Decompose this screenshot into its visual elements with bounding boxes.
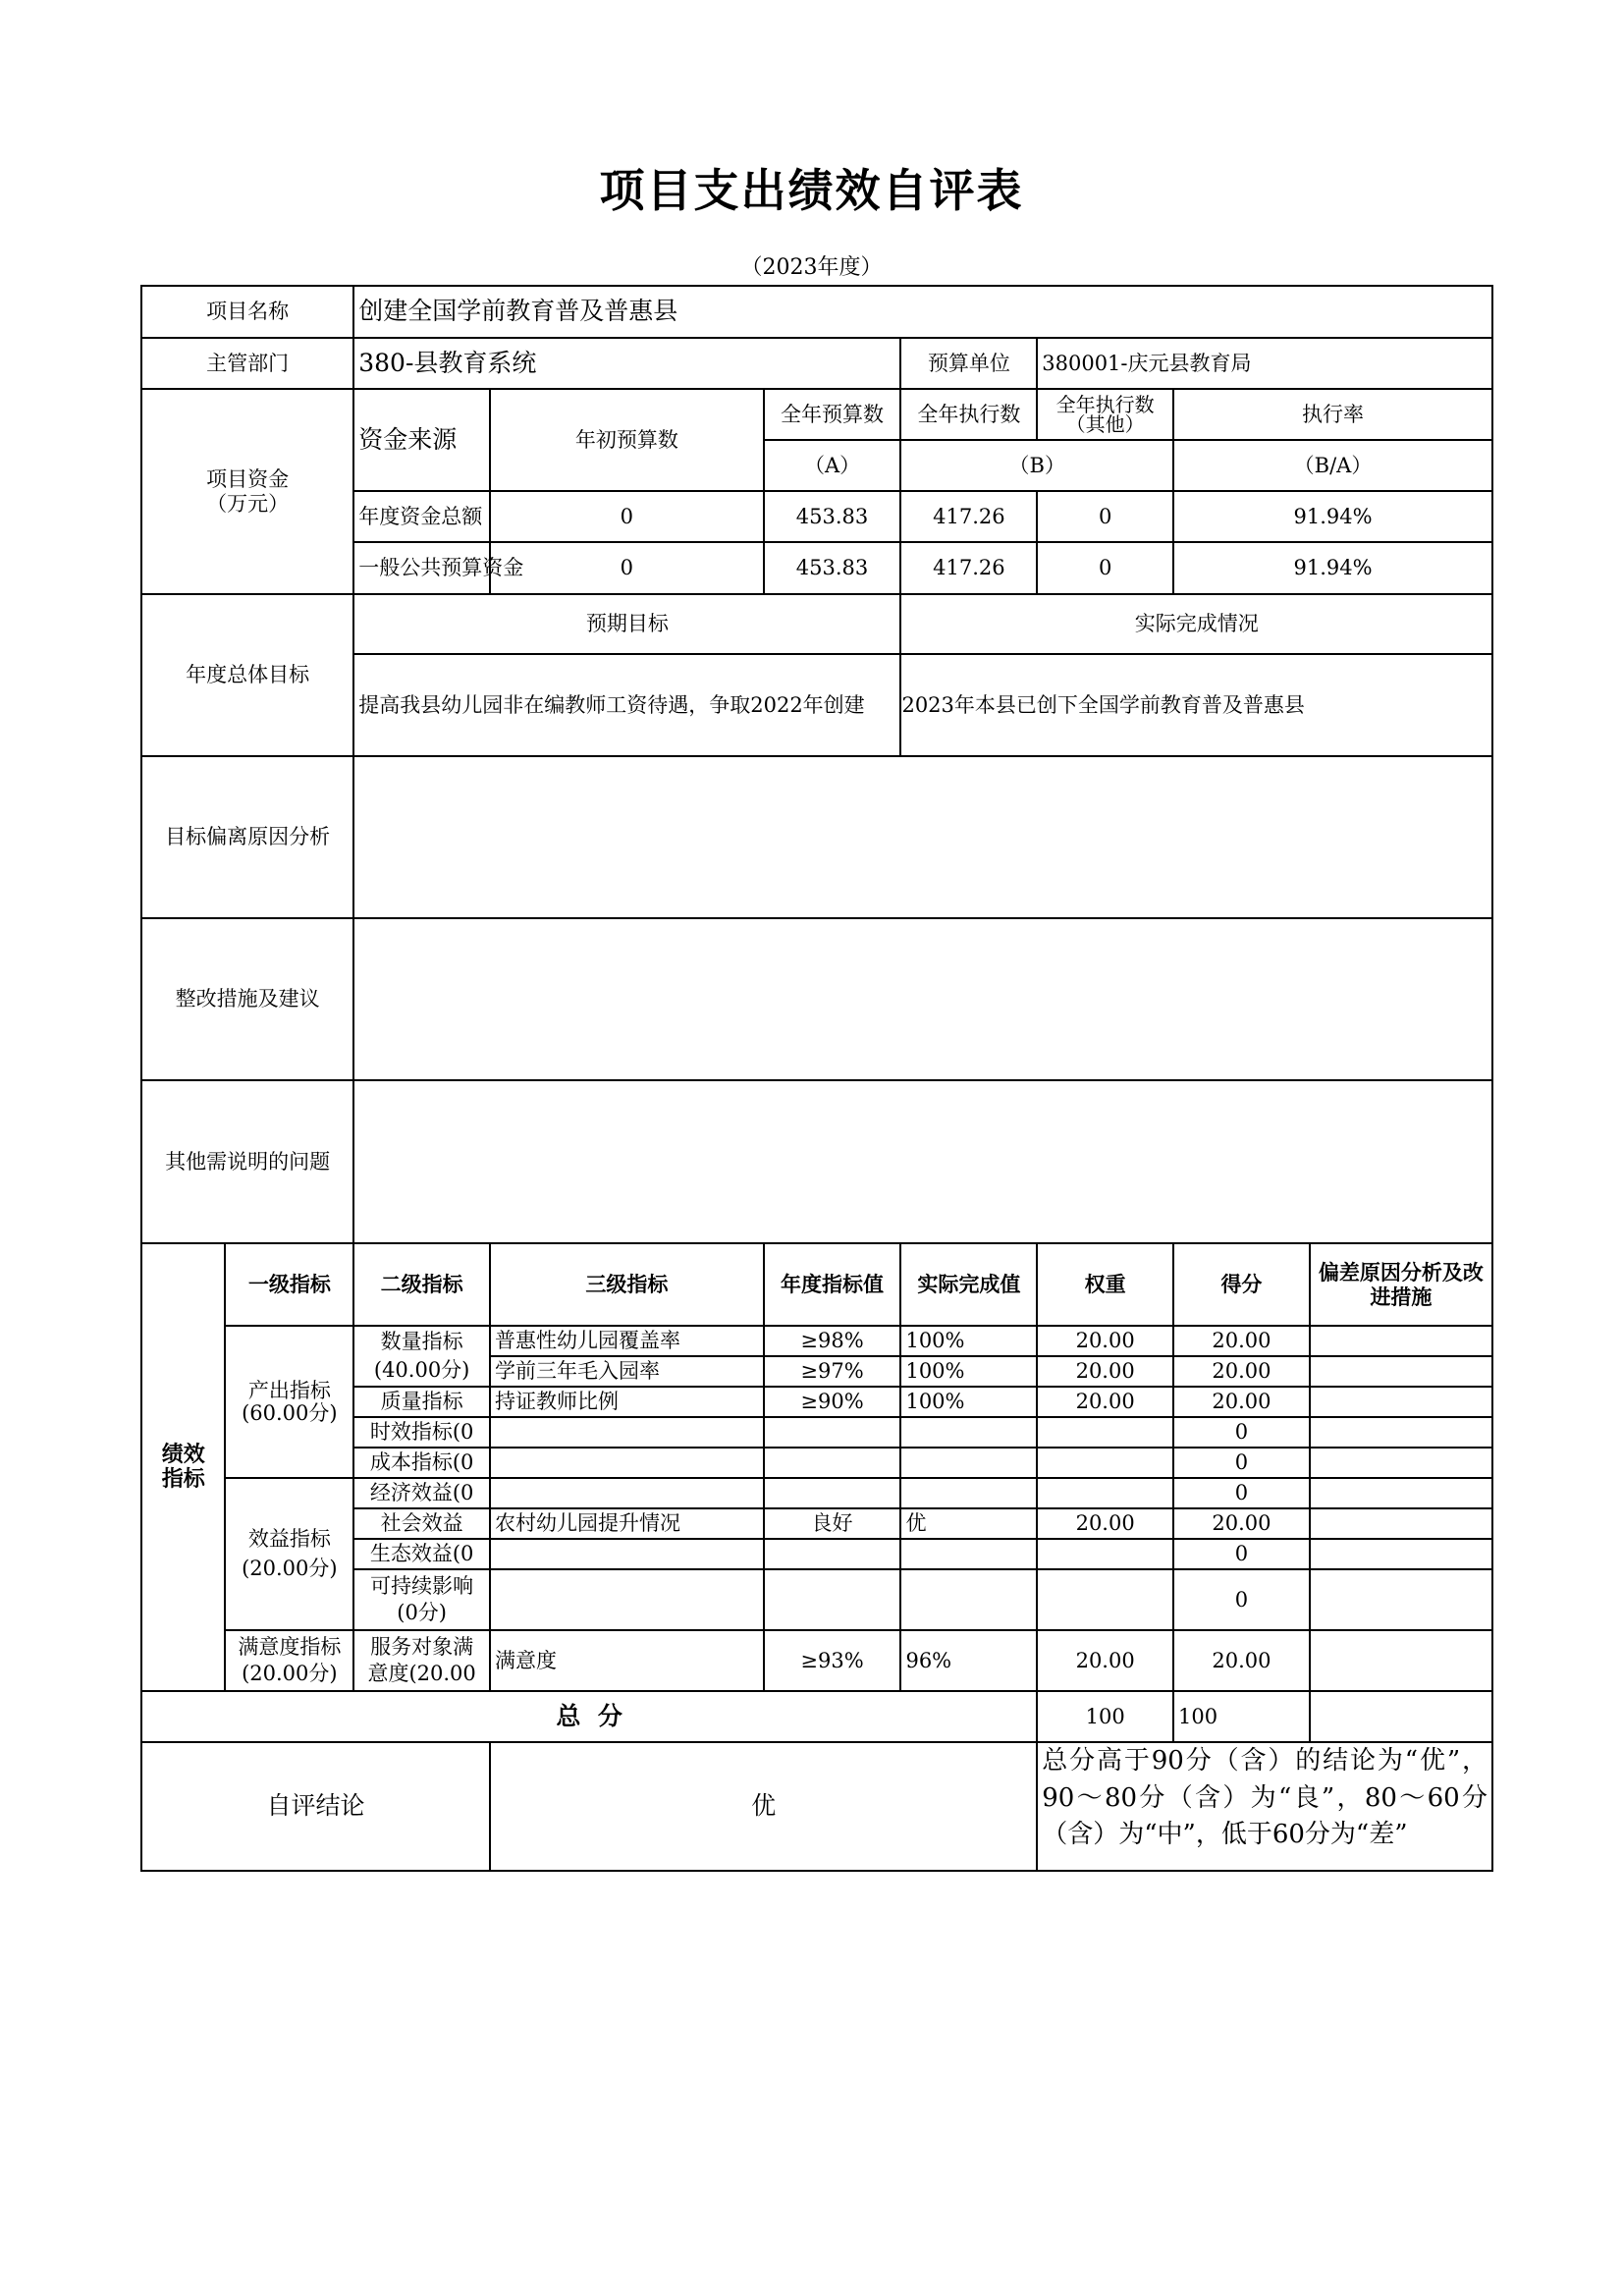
perf-weight: 20.00: [1037, 1387, 1173, 1417]
col-b-label: （B）: [900, 440, 1173, 491]
fund-row-other: 0: [1037, 491, 1173, 542]
perf-l3: 持证教师比例: [490, 1387, 764, 1417]
perf-score: 20.00: [1173, 1508, 1310, 1539]
perf-target: ≥90%: [764, 1387, 901, 1417]
perf-weight: 20.00: [1037, 1630, 1173, 1691]
perf-actual: 100%: [900, 1387, 1037, 1417]
perf-l3: [490, 1417, 764, 1448]
perf-l2: 时效指标(0: [353, 1417, 490, 1448]
exec-rate-header: 执行率: [1173, 389, 1492, 440]
fund-row-other: 0: [1037, 542, 1173, 594]
perf-actual: 优: [900, 1508, 1037, 1539]
perf-deviation: [1310, 1356, 1492, 1387]
fund-row-initial: 0: [490, 491, 764, 542]
funds-label: 项目资金 （万元）: [141, 389, 353, 594]
perf-deviation: [1310, 1630, 1492, 1691]
perf-l3: 农村幼儿园提升情况: [490, 1508, 764, 1539]
perf-score: 0: [1173, 1448, 1310, 1478]
actual-completion-value: 2023年本县已创下全国学前教育普及普惠县: [900, 654, 1492, 756]
col-ba-label: （B/A）: [1173, 440, 1492, 491]
perf-deviation: [1310, 1448, 1492, 1478]
perf-header: 权重: [1037, 1243, 1173, 1326]
dept-value: 380-县教育系统: [353, 338, 900, 389]
perf-score: 0: [1173, 1539, 1310, 1569]
perf-l2: 成本指标(0: [353, 1448, 490, 1478]
fund-source-header: 资金来源: [353, 389, 490, 491]
total-score: 100: [1173, 1691, 1310, 1742]
fund-row-rate: 91.94%: [1173, 542, 1492, 594]
perf-actual: 96%: [900, 1630, 1037, 1691]
perf-l3: [490, 1569, 764, 1630]
fund-row-rate: 91.94%: [1173, 491, 1492, 542]
initial-budget-header: 年初预算数: [490, 389, 764, 491]
perf-weight: [1037, 1539, 1173, 1569]
perf-target: ≥97%: [764, 1356, 901, 1387]
perf-header: 实际完成值: [900, 1243, 1037, 1326]
perf-actual: [900, 1448, 1037, 1478]
perf-target: [764, 1478, 901, 1508]
perf-header: 二级指标: [353, 1243, 490, 1326]
fund-row-name: 一般公共预算资金: [353, 542, 490, 594]
perf-score: 20.00: [1173, 1356, 1310, 1387]
perf-actual: 100%: [900, 1356, 1037, 1387]
satisfaction-indicator-label: 满意度指标 (20.00分): [225, 1630, 353, 1691]
perf-l3: 普惠性幼儿园覆盖率: [490, 1326, 764, 1356]
perf-weight: [1037, 1448, 1173, 1478]
perf-l3: 满意度: [490, 1630, 764, 1691]
rectify-value: [353, 918, 1492, 1080]
total-label: 总 分: [141, 1691, 1037, 1742]
perf-label: 绩效指标: [141, 1243, 225, 1691]
actual-completion-header: 实际完成情况: [900, 594, 1492, 654]
fund-row-annual: 453.83: [764, 542, 901, 594]
perf-l2: 社会效益: [353, 1508, 490, 1539]
perf-score: 20.00: [1173, 1630, 1310, 1691]
perf-l3: 学前三年毛入园率: [490, 1356, 764, 1387]
perf-l2: 经济效益(0: [353, 1478, 490, 1508]
other-issues-value: [353, 1080, 1492, 1243]
fund-row-name: 年度资金总额: [353, 491, 490, 542]
perf-actual: [900, 1478, 1037, 1508]
perf-header: 得分: [1173, 1243, 1310, 1326]
perf-l2: 可持续影响 (0分): [353, 1569, 490, 1630]
perf-header: 偏差原因分析及改进措施: [1310, 1243, 1492, 1326]
perf-weight: [1037, 1417, 1173, 1448]
perf-l3: [490, 1478, 764, 1508]
expected-goal-value: 提高我县幼儿园非在编教师工资待遇，争取2022年创建: [353, 654, 900, 756]
perf-target: [764, 1448, 901, 1478]
perf-score: 20.00: [1173, 1387, 1310, 1417]
fund-row-annual: 453.83: [764, 491, 901, 542]
perf-target: ≥93%: [764, 1630, 901, 1691]
perf-deviation: [1310, 1508, 1492, 1539]
conclusion-label: 自评结论: [141, 1742, 490, 1871]
perf-deviation: [1310, 1387, 1492, 1417]
perf-weight: 20.00: [1037, 1326, 1173, 1356]
perf-actual: 100%: [900, 1326, 1037, 1356]
other-issues-label: 其他需说明的问题: [141, 1080, 353, 1243]
annual-exec-header: 全年执行数: [900, 389, 1037, 440]
conclusion-note: 总分高于90分（含）的结论为“优”，90～80分（含）为“良”，80～60分（含）为“中”，低于60分为“差”: [1037, 1742, 1492, 1871]
rectify-label: 整改措施及建议: [141, 918, 353, 1080]
benefit-indicator-label: 效益指标 (20.00分): [225, 1478, 353, 1630]
deviation-label: 目标偏离原因分析: [141, 756, 353, 918]
perf-l3: [490, 1539, 764, 1569]
report-year: （2023年度）: [740, 255, 883, 280]
dept-label: 主管部门: [141, 338, 353, 389]
perf-deviation: [1310, 1478, 1492, 1508]
evaluation-table: [140, 285, 1493, 1872]
perf-actual: [900, 1539, 1037, 1569]
page-title: 项目支出绩效自评表: [599, 164, 1024, 217]
perf-header: 一级指标: [225, 1243, 353, 1326]
perf-header: 年度指标值: [764, 1243, 901, 1326]
perf-deviation: [1310, 1417, 1492, 1448]
perf-weight: 20.00: [1037, 1356, 1173, 1387]
perf-actual: [900, 1569, 1037, 1630]
conclusion-value: 优: [490, 1742, 1037, 1871]
perf-l2: 生态效益(0: [353, 1539, 490, 1569]
col-a-label: （A）: [764, 440, 901, 491]
perf-deviation: [1310, 1326, 1492, 1356]
fund-row-exec: 417.26: [900, 491, 1037, 542]
project-name-label: 项目名称: [141, 286, 353, 338]
perf-target: 良好: [764, 1508, 901, 1539]
project-name-value: 创建全国学前教育普及普惠县: [353, 286, 1492, 338]
perf-target: ≥98%: [764, 1326, 901, 1356]
perf-score: 0: [1173, 1417, 1310, 1448]
annual-budget-header: 全年预算数: [764, 389, 901, 440]
total-deviation: [1310, 1691, 1492, 1742]
expected-goal-header: 预期目标: [353, 594, 900, 654]
quantity-indicator-label: 数量指标 (40.00分): [353, 1326, 490, 1387]
perf-target: [764, 1539, 901, 1569]
budget-unit-label: 预算单位: [900, 338, 1037, 389]
fund-row-initial: 0: [490, 542, 764, 594]
deviation-value: [353, 756, 1492, 918]
perf-score: 0: [1173, 1478, 1310, 1508]
perf-target: [764, 1569, 901, 1630]
perf-header: 三级指标: [490, 1243, 764, 1326]
fund-row-exec: 417.26: [900, 542, 1037, 594]
perf-weight: 20.00: [1037, 1508, 1173, 1539]
annual-exec-other-header: 全年执行数（其他）: [1037, 389, 1173, 440]
total-weight: 100: [1037, 1691, 1173, 1742]
perf-score: 0: [1173, 1569, 1310, 1630]
perf-deviation: [1310, 1539, 1492, 1569]
perf-l2: 质量指标: [353, 1387, 490, 1417]
perf-actual: [900, 1417, 1037, 1448]
perf-weight: [1037, 1569, 1173, 1630]
perf-weight: [1037, 1478, 1173, 1508]
perf-l2: 服务对象满 意度(20.00: [353, 1630, 490, 1691]
budget-unit-value: 380001-庆元县教育局: [1037, 338, 1492, 389]
perf-target: [764, 1417, 901, 1448]
annual-goal-label: 年度总体目标: [141, 594, 353, 756]
perf-deviation: [1310, 1569, 1492, 1630]
perf-l3: [490, 1448, 764, 1478]
perf-score: 20.00: [1173, 1326, 1310, 1356]
output-indicator-label: 产出指标 (60.00分): [225, 1326, 353, 1478]
